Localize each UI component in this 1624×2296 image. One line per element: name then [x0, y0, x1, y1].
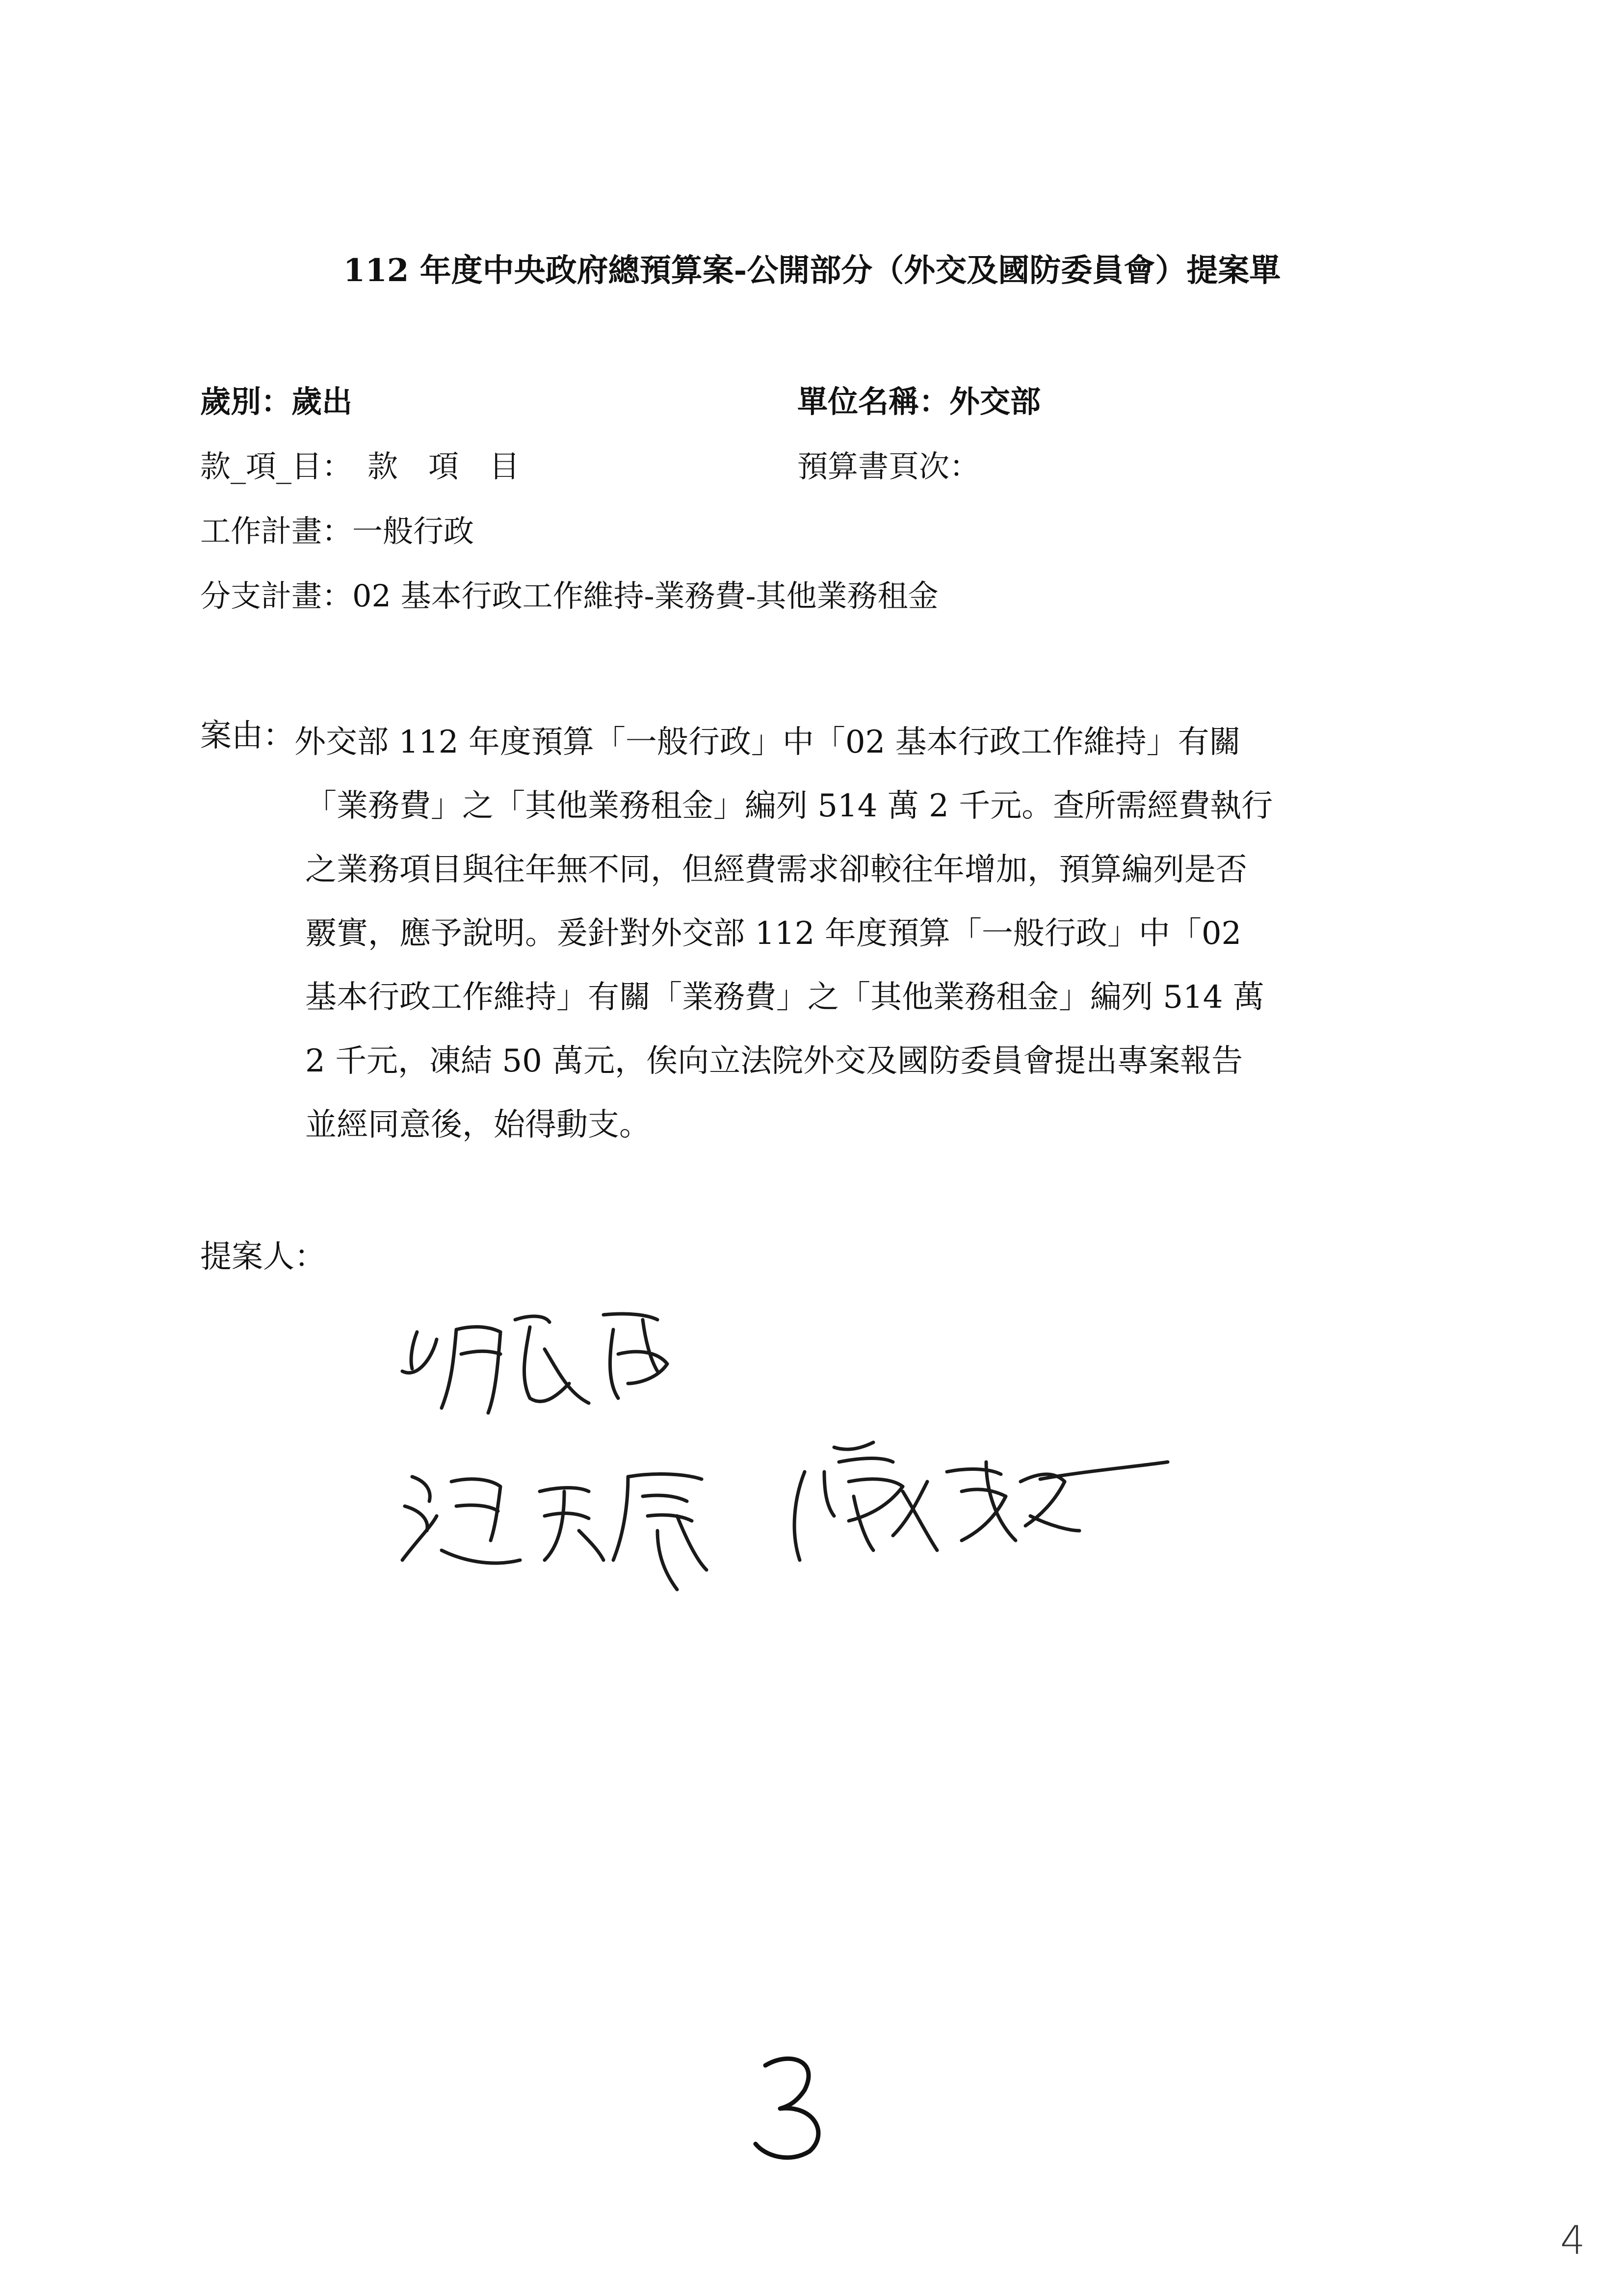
case-line: 並經同意後，始得動支。 — [305, 1107, 651, 1143]
signature-1 — [402, 1314, 667, 1413]
signatures — [383, 1285, 1217, 1629]
case-body — [294, 710, 1453, 1157]
case-line: 2 千元，凍結 50 萬元，俟向立法院外交及國防委員會提出專案報告 — [305, 1043, 1243, 1079]
signature-3 — [794, 1442, 1168, 1560]
case-line: 「業務費」之「其他業務租金」編列 514 萬 2 千元。查所需經費執行 — [305, 788, 1273, 824]
document-title: 112 年度中央政府總預算案-公開部分（外交及國防委員會）提案單 — [343, 252, 1281, 289]
case-line: 外交部 112 年度預算「一般行政」中「02 基本行政工作維持」有關 — [294, 724, 1241, 760]
case-line: 基本行政工作維持」有關「業務費」之「其他業務租金」編列 514 萬 — [305, 979, 1264, 1016]
case-line: 覈實，應予說明。爰針對外交部 112 年度預算「一般行政」中「02 — [305, 915, 1242, 952]
field-section: 款_項_目： 款 項 目 — [200, 448, 520, 484]
proposer-label: 提案人： — [200, 1239, 326, 1275]
field-sub-plan: 分支計畫：02 基本行政工作維持-業務費-其他業務租金 — [200, 578, 939, 614]
handwritten-page-number — [746, 2051, 839, 2164]
case-label: 案由： — [200, 718, 294, 754]
field-budget-page: 預算書頁次： — [797, 448, 980, 484]
field-category: 歲別：歲出 — [200, 384, 353, 419]
corner-page-number: 4 — [1560, 2218, 1585, 2263]
signature-2 — [402, 1474, 707, 1590]
case-line: 之業務項目與往年無不同，但經費需求卻較往年增加，預算編列是否 — [305, 852, 1247, 888]
field-work-plan: 工作計畫：一般行政 — [200, 513, 474, 549]
field-unit-name: 單位名稱：外交部 — [797, 384, 1041, 419]
